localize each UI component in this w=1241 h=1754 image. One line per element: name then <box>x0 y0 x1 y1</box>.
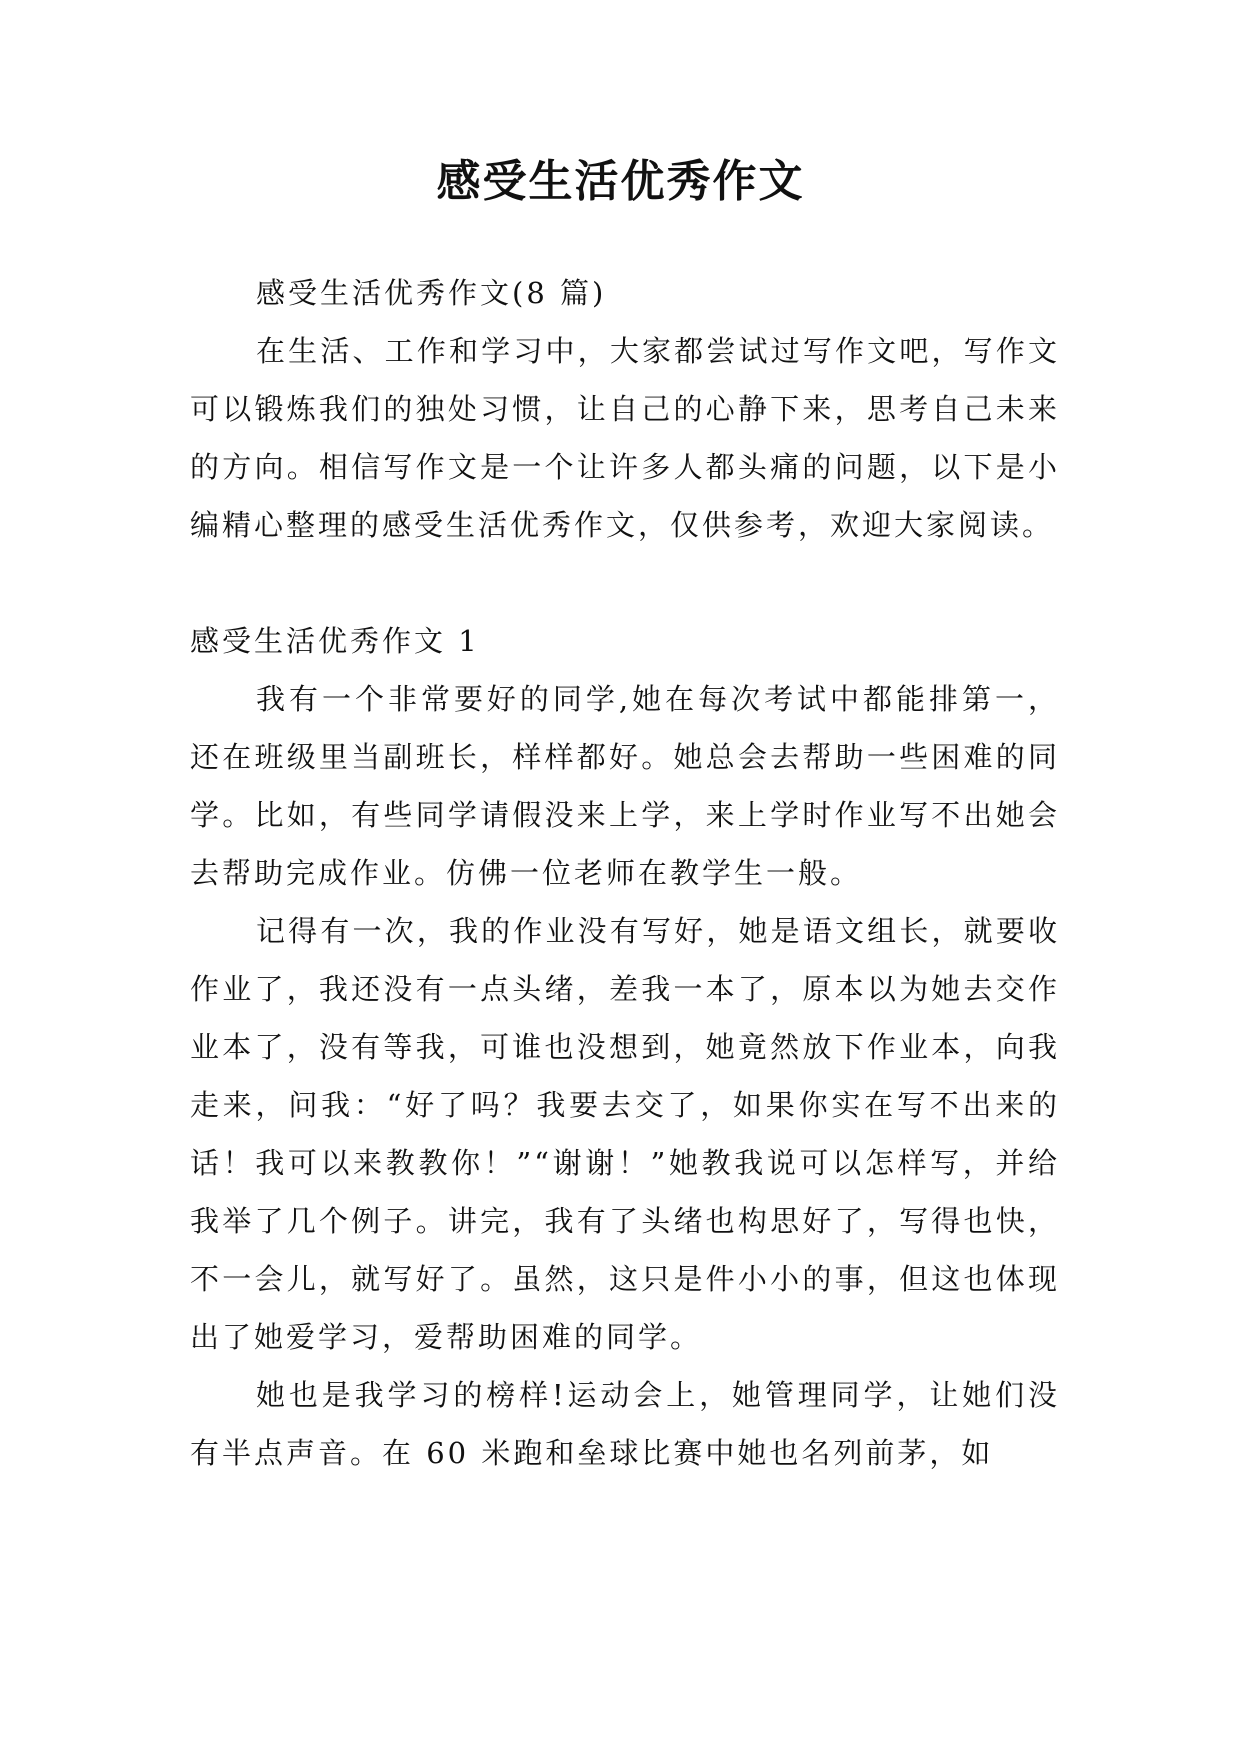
intro-paragraph: 在生活、工作和学习中，大家都尝试过写作文吧，写作文可以锻炼我们的独处习惯，让自己的心静下来，思考自己未来的方向。相信写作文是一个让许多人都头痛的问题，以下是小编精心整理的感受生活优秀作文，仅供参考，欢迎大家阅读。 <box>190 334 1060 542</box>
document-title: 感受生活优秀作文 <box>436 156 805 207</box>
body-paragraph-3: 她也是我学习的榜样!运动会上，她管理同学，让她们没有半点声音。在 60 米跑和垒球比赛中她也名列前茅，如 <box>190 1378 1060 1470</box>
body-paragraph-2: 记得有一次，我的作业没有写好，她是语文组长，就要收作业了，我还没有一点头绪，差我一本了，原本以为她去交作业本了，没有等我，可谁也没想到，她竟然放下作业本，向我走来，问我：“好了吗？我要去交了，如果你实在写不出来的话！我可以来教教你！”“谢谢！”她教我说可以怎样写，并给我举了几个例子。讲完，我有了头绪也构思好了，写得也快，不一会儿，就写好了。虽然，这只是件小小的事，但这也体现出了她爱学习，爱帮助困难的同学。 <box>190 914 1060 1354</box>
document-body <box>190 264 1060 1482</box>
section-heading: 感受生活优秀作文 1 <box>190 624 480 658</box>
document-subtitle: 感受生活优秀作文(8 篇) <box>256 276 607 310</box>
section-gap <box>190 554 1060 612</box>
body-paragraph-1: 我有一个非常要好的同学,她在每次考试中都能排第一，还在班级里当副班长，样样都好。她总会去帮助一些困难的同学。比如，有些同学请假没来上学，来上学时作业写不出她会去帮助完成作业。仿佛一位老师在教学生一般。 <box>190 682 1060 890</box>
